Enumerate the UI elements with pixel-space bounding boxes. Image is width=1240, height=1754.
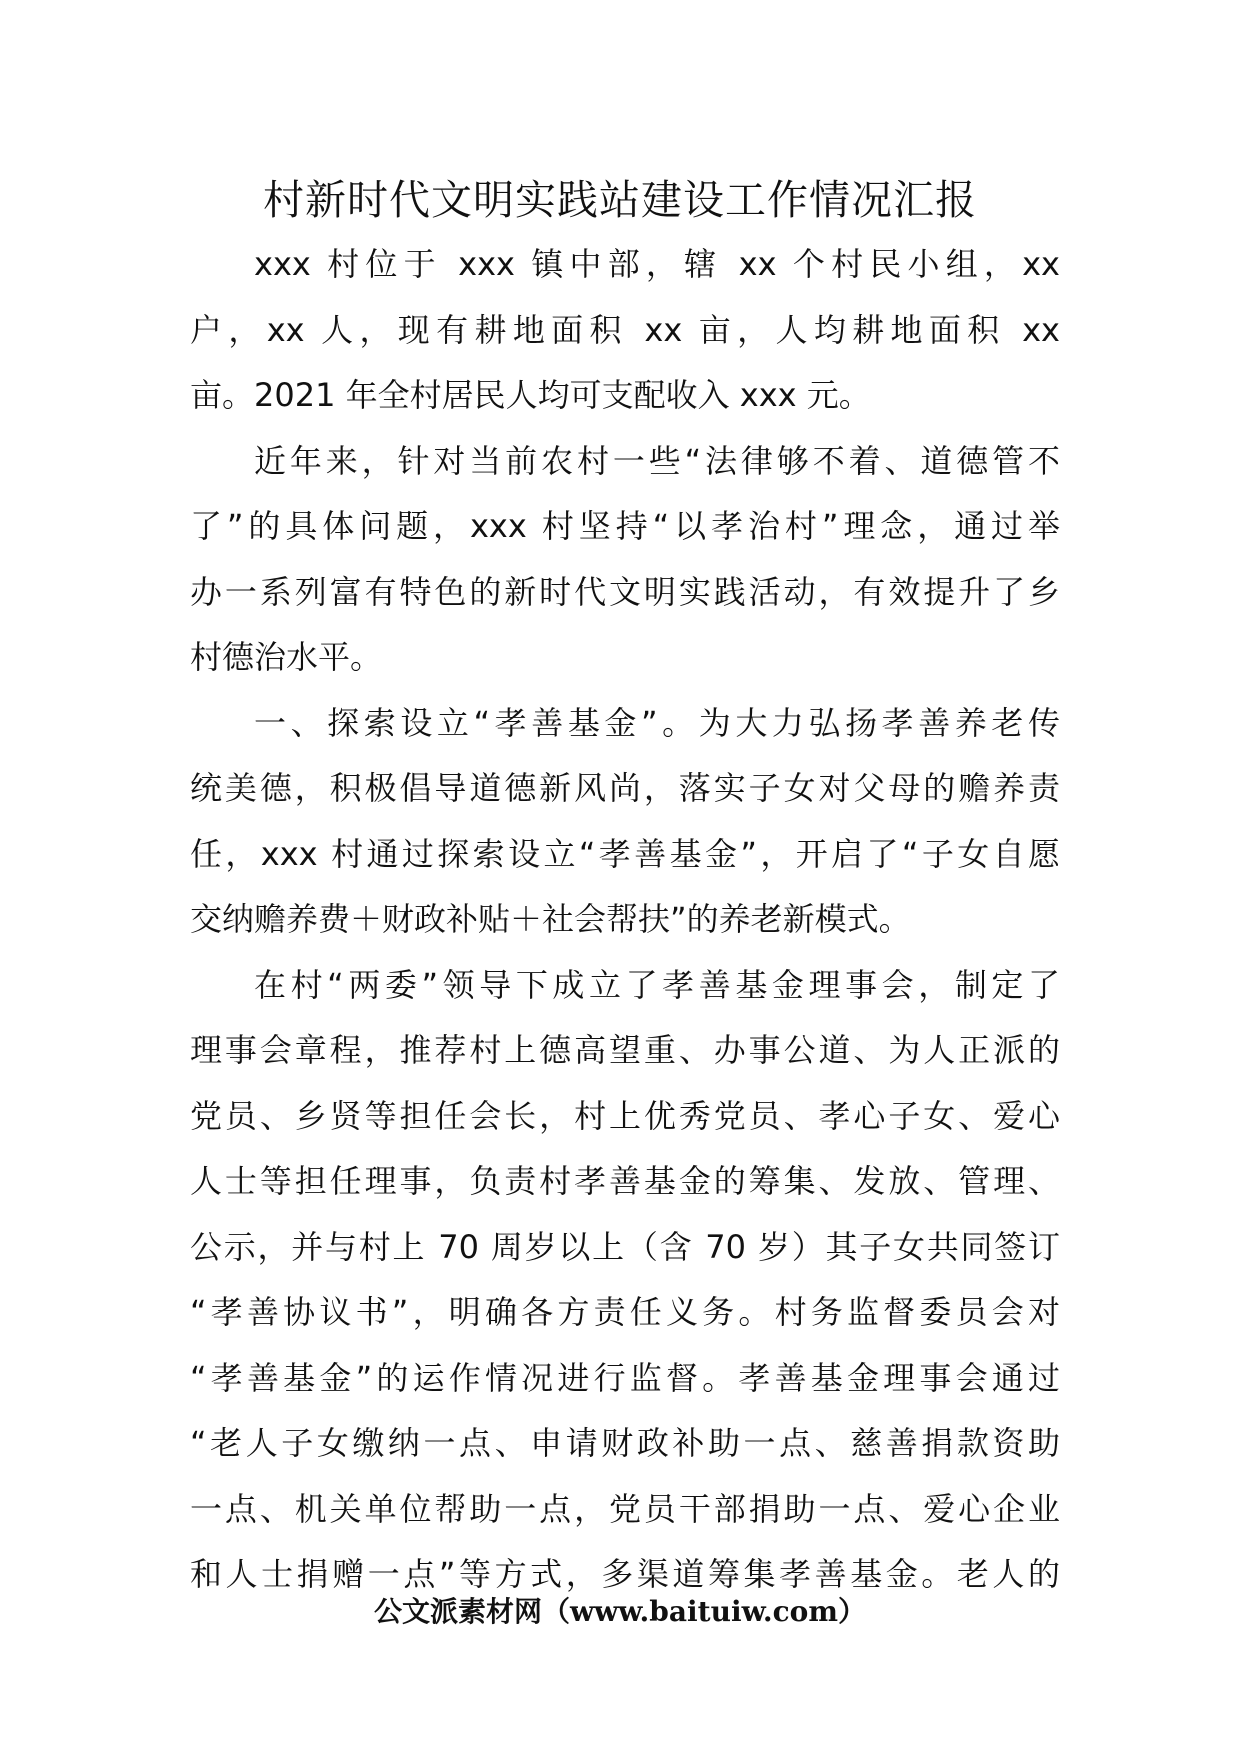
paragraph-2-line-2: 了”的具体问题，xxx 村坚持“以孝治村”理念，通过举 [190, 507, 1060, 545]
paragraph-1-line-2: 户，xx 人，现有耕地面积 xx 亩，人均耕地面积 xx [190, 310, 1060, 349]
paragraph-2-line-1: 近年来，针对当前农村一些“法律够不着、道德管不 [254, 441, 1060, 480]
paragraph-1-line-3: 亩。2021 年全村居民人均可支配收入 xxx 元。 [190, 376, 871, 414]
paragraph-2-line-4: 村德治水平。 [190, 638, 383, 676]
paragraph-4-line-1: 在村“两委”领导下成立了孝善基金理事会，制定了 [254, 965, 1060, 1004]
document-body [190, 232, 1060, 1608]
paragraph-4-line-10: 和人士捐赠一点”等方式，多渠道筹集孝善基金。老人的 [190, 1555, 1060, 1593]
page-footer [0, 1592, 1240, 1632]
paragraph-3-line-4: 交纳赡养费＋财政补贴＋社会帮扶”的养老新模式。 [190, 900, 911, 938]
paragraph-4-line-6: “孝善协议书”，明确各方责任义务。村务监督委员会对 [190, 1293, 1060, 1331]
paragraph-4-line-2: 理事会章程，推荐村上德高望重、办事公道、为人正派的 [190, 1031, 1060, 1069]
paragraph-2-line-3: 办一系列富有特色的新时代文明实践活动，有效提升了乡 [190, 572, 1060, 611]
section-1-heading-line: 一、探索设立“孝善基金”。为大力弘扬孝善养老传 [254, 703, 1060, 742]
paragraph-4-line-9: 一点、机关单位帮助一点，党员干部捐助一点、爱心企业 [190, 1489, 1060, 1528]
paragraph-4-line-5: 公示，并与村上 70 周岁以上（含 70 岁）其子女共同签订 [190, 1227, 1060, 1266]
paragraph-3-line-2: 统美德，积极倡导道德新风尚，落实子女对父母的赡养责 [190, 769, 1060, 807]
document-title: 村新时代文明实践站建设工作情况汇报 [263, 176, 977, 224]
paragraph-4-line-7: “孝善基金”的运作情况进行监督。孝善基金理事会通过 [190, 1358, 1060, 1397]
paragraph-4-line-4: 人士等担任理事，负责村孝善基金的筹集、发放、管理、 [190, 1162, 1060, 1200]
paragraph-4-line-3: 党员、乡贤等担任会长，村上优秀党员、孝心子女、爱心 [190, 1096, 1060, 1135]
footer-site-name: 公文派素材网 [374, 1595, 543, 1628]
footer-site-url[interactable]: （www.baituiw.com） [542, 1595, 866, 1628]
paragraph-1-line-1: xxx 村位于 xxx 镇中部，辖 xx 个村民小组，xx [254, 245, 1060, 283]
paragraph-4-line-8: “老人子女缴纳一点、申请财政补助一点、慈善捐款资助 [190, 1424, 1060, 1462]
paragraph-3-line-3: 任，xxx 村通过探索设立“孝善基金”，开启了“子女自愿 [190, 834, 1060, 873]
